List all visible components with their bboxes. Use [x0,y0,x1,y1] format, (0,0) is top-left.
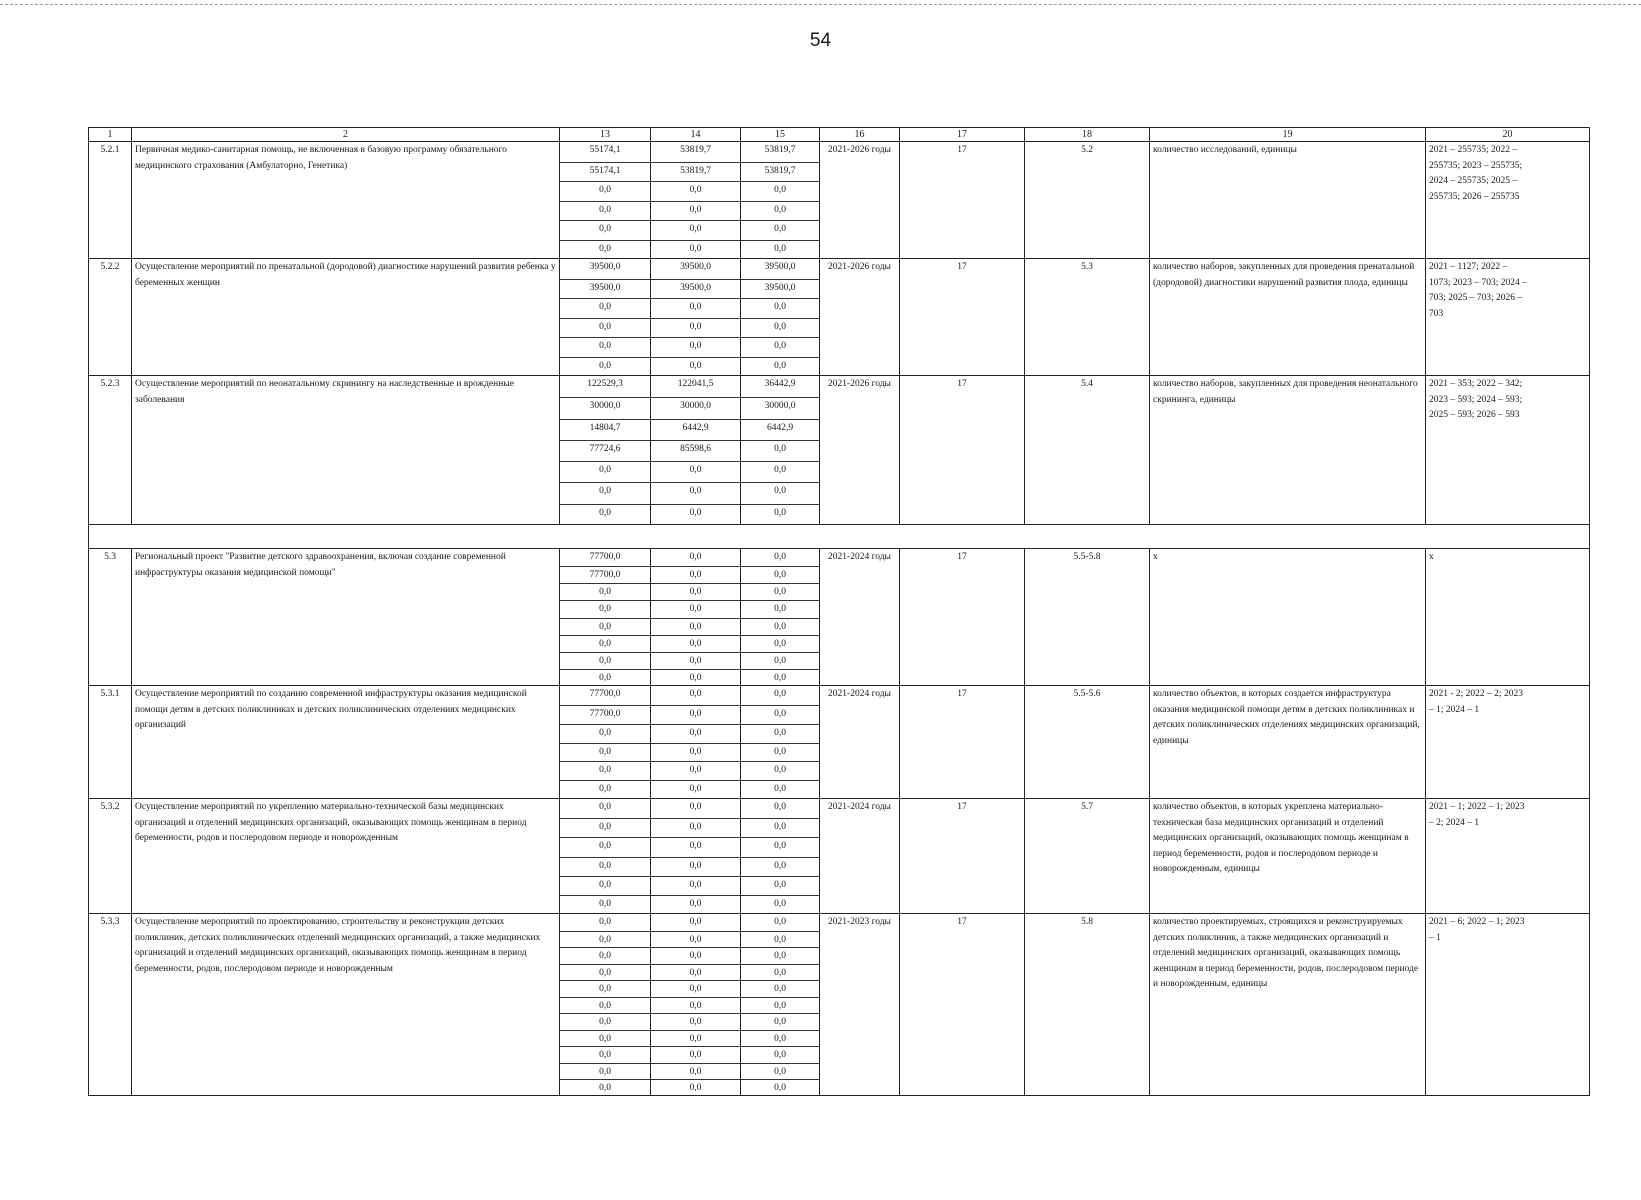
cell-c17 [900,799,1025,914]
cell-period [820,376,900,525]
value-cell: 0,0 [689,552,702,562]
value-cell: 0,0 [560,298,650,318]
cell-v14 [651,686,741,799]
row-indicator: количество объектов, в которых укреплена материально-техническая база медицинских организаций и отделений медицинских организаций, оказывающих помощь женщинам в период беременности, родов и послеродовом периоде и новорожденным, единицы [1153,802,1409,875]
row-col-18: 5.4 [1081,379,1093,389]
value-cell: 53819,7 [764,145,796,155]
value-cell: 0,0 [651,201,740,221]
cell-v15 [741,142,820,259]
cell-targets [1426,686,1590,799]
value-cell: 0,0 [651,980,740,997]
value-cell: 0,0 [651,504,740,525]
value-cell: 0,0 [741,876,819,895]
value-cell: 0,0 [741,761,819,780]
value-cell: 0,0 [651,240,740,260]
value-cell: 77700,0 [589,689,621,699]
cell-period [820,914,900,1096]
table-row [88,913,1590,1096]
value-cell: 0,0 [741,583,819,600]
value-cell: 0,0 [741,461,819,482]
value-cell: 0,0 [689,917,702,927]
value-cell: 0,0 [651,997,740,1014]
value-cell: 0,0 [741,318,819,338]
value-cell: 30000,0 [651,397,740,418]
page-number: 54 [809,30,832,51]
value-cell: 36442,9 [764,379,796,389]
cell-c18 [1025,549,1150,686]
value-cell: 0,0 [741,780,819,799]
value-cell: 0,0 [741,1046,819,1063]
value-cell: 0,0 [651,780,740,799]
value-cell: 0,0 [651,724,740,743]
value-cell: 0,0 [741,1030,819,1047]
cell-indicator [1150,259,1426,376]
cell-v15 [741,799,820,914]
cell-targets [1426,914,1590,1096]
value-cell: 0,0 [560,583,650,600]
value-cell: 0,0 [560,618,650,635]
row-targets: 2021 – 6; 2022 – 1; 2023 – 1 [1429,917,1525,943]
cell-v15 [741,914,820,1096]
row-name: Региональный проект "Развитие детского здравоохранения, включая создание современной инфраструктуры оказания медицинской помощи" [135,552,506,578]
row-targets: 2021 – 1127; 2022 – 1073; 2023 – 703; 2024 – 703; 2025 – 703; 2026 – 703 [1429,262,1527,319]
value-cell: 0,0 [651,318,740,338]
cell-v14 [651,259,741,376]
value-cell: 0,0 [599,802,611,812]
cell-targets [1426,142,1590,259]
value-cell: 0,0 [741,818,819,837]
value-cell: 55174,1 [589,145,621,155]
cell-c17 [900,686,1025,799]
value-cell: 0,0 [741,220,819,240]
cell-c18 [1025,142,1150,259]
cell-name [132,914,560,1096]
value-cell: 0,0 [560,980,650,997]
value-cell: 0,0 [651,947,740,964]
value-cell: 0,0 [560,240,650,260]
cell-period [820,549,900,686]
cell-period [820,686,900,799]
value-cell: 0,0 [651,337,740,357]
cell-period [820,259,900,376]
value-cell: 77724,6 [560,440,650,461]
cell-num [88,376,132,525]
value-cell: 0,0 [774,689,786,699]
value-cell: 0,0 [774,917,786,927]
cell-period [820,799,900,914]
row-col-18: 5.8 [1081,917,1093,927]
row-indicator: количество объектов, в которых создается инфраструктура оказания медицинской помощи детям в детских поликлиниках и детских поликлинических отделениях медицинских организаций, единицы [1153,689,1420,746]
table-header-row [88,127,1590,142]
row-number: 5.2.3 [100,379,120,389]
cell-targets [1426,799,1590,914]
value-cell: 0,0 [560,1063,650,1080]
value-cell: 0,0 [741,1063,819,1080]
row-col-17: 17 [957,379,967,389]
cell-c18 [1025,799,1150,914]
value-cell: 0,0 [651,220,740,240]
value-cell: 0,0 [651,857,740,876]
value-cell: 0,0 [560,895,650,914]
value-cell: 0,0 [741,201,819,221]
row-targets: 2021 – 255735; 2022 – 255735; 2023 – 255735; 2024 – 255735; 2025 – 255735; 2026 – 255735 [1429,145,1523,202]
cell-v15 [741,259,820,376]
value-cell: 0,0 [560,635,650,652]
row-period: 2021-2024 годы [828,802,891,812]
value-cell: 0,0 [560,652,650,669]
row-number: 5.3.2 [100,802,120,812]
value-cell: 0,0 [651,743,740,762]
row-col-18: 5.5-5.8 [1073,552,1101,562]
row-name: Осуществление мероприятий по неонатальному скринингу на наследственные и врожденные заболевания [135,379,514,405]
value-cell: 0,0 [741,482,819,503]
value-cell: 122041,5 [677,379,714,389]
cell-v13 [560,549,651,686]
row-name: Первичная медико-санитарная помощь, не включенная в базовую программу обязательного медицинского страхования (Амбулаторно, Генетика) [135,145,507,171]
value-cell: 0,0 [741,181,819,201]
value-cell: 30000,0 [741,397,819,418]
cell-targets [1426,376,1590,525]
cell-v15 [741,686,820,799]
value-cell: 0,0 [741,337,819,357]
value-cell: 55174,1 [560,162,650,182]
value-cell: 0,0 [741,857,819,876]
value-cell: 0,0 [560,964,650,981]
value-cell: 39500,0 [764,262,796,272]
value-cell: 0,0 [741,964,819,981]
row-name: Осуществление мероприятий по созданию современной инфраструктуры оказания медицинской помощи детям в детских поликлиниках и детских поликлинических отделениях медицинских организаций [135,689,527,731]
cell-v15 [741,549,820,686]
section-separator [88,524,1590,548]
cell-c17 [900,142,1025,259]
value-cell: 0,0 [560,857,650,876]
value-cell: 0,0 [651,181,740,201]
header-col-1: 1 [88,128,132,142]
value-cell: 0,0 [560,201,650,221]
row-col-17: 17 [957,552,967,562]
value-cell: 0,0 [741,837,819,856]
cell-name [132,686,560,799]
row-col-18: 5.3 [1081,262,1093,272]
cell-indicator [1150,376,1426,525]
value-cell: 0,0 [560,724,650,743]
value-cell: 39500,0 [651,279,740,299]
header-col-15: 15 [741,128,820,142]
value-cell: 0,0 [560,997,650,1014]
cell-c17 [900,259,1025,376]
value-cell: 0,0 [741,635,819,652]
cell-c18 [1025,376,1150,525]
cell-v14 [651,376,741,525]
cell-c18 [1025,686,1150,799]
row-targets: 2021 – 353; 2022 – 342; 2023 – 593; 2024 – 593; 2025 – 593; 2026 – 593 [1429,379,1523,421]
cell-indicator [1150,142,1426,259]
cell-num [88,142,132,259]
value-cell: 0,0 [741,504,819,525]
value-cell: 6442,9 [651,419,740,440]
value-cell: 0,0 [560,504,650,525]
row-indicator: х [1153,552,1158,562]
row-targets: 2021 - 2; 2022 – 2; 2023 – 1; 2024 – 1 [1429,689,1523,715]
row-targets: х [1429,552,1434,562]
value-cell: 0,0 [651,837,740,856]
row-period: 2021-2026 годы [828,379,891,389]
cell-num [88,259,132,376]
value-cell: 0,0 [651,635,740,652]
value-cell: 0,0 [560,743,650,762]
value-cell: 0,0 [560,181,650,201]
row-number: 5.3.1 [100,689,120,699]
value-cell: 0,0 [741,566,819,583]
cell-num [88,799,132,914]
row-period: 2021-2026 годы [828,145,891,155]
row-indicator: количество наборов, закупленных для проведения неонатального скрининга, единицы [1153,379,1418,405]
row-indicator: количество исследований, единицы [1153,145,1297,155]
value-cell: 53819,7 [680,145,711,155]
cell-indicator [1150,799,1426,914]
table-row [88,141,1590,259]
table-row [88,548,1590,686]
value-cell: 0,0 [651,618,740,635]
row-col-17: 17 [957,689,967,699]
header-col-17: 17 [900,128,1025,142]
row-period: 2021-2026 годы [828,262,891,272]
value-cell: 0,0 [560,357,650,377]
value-cell: 0,0 [560,837,650,856]
value-cell: 0,0 [651,1063,740,1080]
value-cell: 0,0 [560,931,650,948]
value-cell: 0,0 [741,298,819,318]
value-cell: 14804,7 [560,419,650,440]
value-cell: 0,0 [651,1013,740,1030]
value-cell: 0,0 [560,1079,650,1096]
value-cell: 0,0 [599,917,611,927]
table-row [88,258,1590,376]
cell-indicator [1150,914,1426,1096]
header-col-13: 13 [560,128,651,142]
value-cell: 0,0 [741,980,819,997]
value-cell: 0,0 [651,876,740,895]
top-edge-line [0,4,1641,5]
value-cell: 0,0 [560,220,650,240]
value-cell: 0,0 [560,947,650,964]
row-col-17: 17 [957,262,967,272]
value-cell: 39500,0 [741,279,819,299]
value-cell: 0,0 [651,818,740,837]
table-bottom-border [88,1095,1590,1096]
cell-v14 [651,142,741,259]
value-cell: 0,0 [651,669,740,686]
value-cell: 0,0 [741,895,819,914]
cell-num [88,686,132,799]
value-cell: 0,0 [651,761,740,780]
cell-v14 [651,914,741,1096]
row-targets: 2021 – 1; 2022 – 1; 2023 – 2; 2024 – 1 [1429,802,1525,828]
value-cell: 0,0 [560,600,650,617]
table-row [88,685,1590,799]
value-cell: 39500,0 [589,262,621,272]
cell-v15 [741,376,820,525]
value-cell: 0,0 [651,1079,740,1096]
value-cell: 0,0 [651,298,740,318]
value-cell: 0,0 [560,318,650,338]
row-col-17: 17 [957,145,967,155]
value-cell: 0,0 [774,802,786,812]
value-cell: 0,0 [560,876,650,895]
table-row [88,798,1590,914]
cell-targets [1426,259,1590,376]
value-cell: 0,0 [741,357,819,377]
value-cell: 0,0 [741,997,819,1014]
row-number: 5.3 [104,552,116,562]
row-name: Осуществление мероприятий по пренатальной (дородовой) диагностике нарушений развития ребенка у беременных женщин [135,262,556,288]
row-indicator: количество наборов, закупленных для проведения пренатальной (дородовой) диагностики нарушений развития плода, единицы [1153,262,1415,288]
value-cell: 0,0 [651,600,740,617]
cell-c17 [900,376,1025,525]
value-cell: 53819,7 [741,162,819,182]
row-col-18: 5.7 [1081,802,1093,812]
cell-indicator [1150,686,1426,799]
cell-v14 [651,799,741,914]
value-cell: 77700,0 [560,705,650,724]
value-cell: 0,0 [560,761,650,780]
cell-targets [1426,549,1590,686]
header-col-20: 20 [1426,128,1590,142]
value-cell: 122529,3 [587,379,623,389]
value-cell: 0,0 [741,652,819,669]
value-cell: 6442,9 [741,419,819,440]
cell-v13 [560,376,651,525]
value-cell: 77700,0 [589,552,621,562]
cell-v14 [651,549,741,686]
value-cell: 85598,6 [651,440,740,461]
value-cell: 0,0 [651,357,740,377]
row-col-18: 5.5-5.6 [1073,689,1101,699]
row-name: Осуществление мероприятий по проектированию, строительству и реконструкции детских поликлиник, детских поликлинических отделений медицинских организаций, а также медицинских организаций и отделений медицинских организаций, оказывающих помощь женщинам в период беременности, родов, послеродовом периоде и новорожденным [135,917,541,974]
cell-name [132,259,560,376]
table-row [88,375,1590,525]
value-cell: 0,0 [741,618,819,635]
row-period: 2021-2023 годы [828,917,891,927]
value-cell: 0,0 [651,964,740,981]
value-cell: 0,0 [560,482,650,503]
value-cell: 0,0 [651,1030,740,1047]
value-cell: 0,0 [560,1013,650,1030]
value-cell: 0,0 [774,552,786,562]
budget-table [88,127,1590,1149]
cell-period [820,142,900,259]
value-cell: 53819,7 [651,162,740,182]
value-cell: 0,0 [741,240,819,260]
value-cell: 0,0 [741,743,819,762]
row-col-18: 5.2 [1081,145,1093,155]
row-indicator: количество проектируемых, строящихся и реконструируемых детских поликлиник, а также медицинских организаций и отделений медицинских организаций, оказывающих помощь женщинам в период беременности, родов, послеродовом периоде и новорожденным, единицы [1153,917,1419,990]
cell-name [132,549,560,686]
header-col-16: 16 [820,128,900,142]
value-cell: 0,0 [560,818,650,837]
header-col-14: 14 [651,128,741,142]
header-col-2: 2 [132,128,560,142]
row-period: 2021-2024 годы [828,689,891,699]
cell-name [132,799,560,914]
value-cell: 0,0 [741,947,819,964]
value-cell: 30000,0 [560,397,650,418]
value-cell: 0,0 [741,440,819,461]
value-cell: 0,0 [651,566,740,583]
row-col-17: 17 [957,917,967,927]
value-cell: 0,0 [560,337,650,357]
value-cell: 77700,0 [560,566,650,583]
value-cell: 0,0 [741,705,819,724]
cell-num [88,914,132,1096]
value-cell: 0,0 [560,780,650,799]
value-cell: 0,0 [741,1079,819,1096]
value-cell: 0,0 [741,1013,819,1030]
row-name: Осуществление мероприятий по укреплению материально-технической базы медицинских организаций и отделений медицинских организаций, оказывающих помощь женщинам в период беременности, родов и послеродовом периоде и новорожденным [135,802,527,844]
value-cell: 0,0 [741,669,819,686]
header-col-19: 19 [1150,128,1426,142]
value-cell: 0,0 [651,461,740,482]
value-cell: 0,0 [741,600,819,617]
cell-c18 [1025,914,1150,1096]
row-number: 5.2.1 [100,145,120,155]
value-cell: 0,0 [560,1030,650,1047]
value-cell: 0,0 [741,931,819,948]
value-cell: 0,0 [651,583,740,600]
value-cell: 0,0 [560,669,650,686]
cell-c18 [1025,259,1150,376]
value-cell: 0,0 [651,895,740,914]
value-cell: 0,0 [651,652,740,669]
value-cell: 0,0 [651,931,740,948]
value-cell: 0,0 [651,1046,740,1063]
cell-v13 [560,686,651,799]
header-col-18: 18 [1025,128,1150,142]
value-cell: 0,0 [651,705,740,724]
cell-c17 [900,914,1025,1096]
value-cell: 39500,0 [680,262,711,272]
value-cell: 0,0 [560,461,650,482]
value-cell: 0,0 [560,1046,650,1063]
cell-num [88,549,132,686]
value-cell: 0,0 [689,689,702,699]
cell-name [132,142,560,259]
value-cell: 0,0 [651,482,740,503]
value-cell: 39500,0 [560,279,650,299]
value-cell: 0,0 [741,724,819,743]
row-col-17: 17 [957,802,967,812]
cell-name [132,376,560,525]
row-period: 2021-2024 годы [828,552,891,562]
cell-v13 [560,142,651,259]
row-number: 5.3.3 [100,917,120,927]
value-cell: 0,0 [689,802,702,812]
cell-v13 [560,259,651,376]
row-number: 5.2.2 [100,262,120,272]
cell-v13 [560,799,651,914]
cell-indicator [1150,549,1426,686]
cell-v13 [560,914,651,1096]
cell-c17 [900,549,1025,686]
